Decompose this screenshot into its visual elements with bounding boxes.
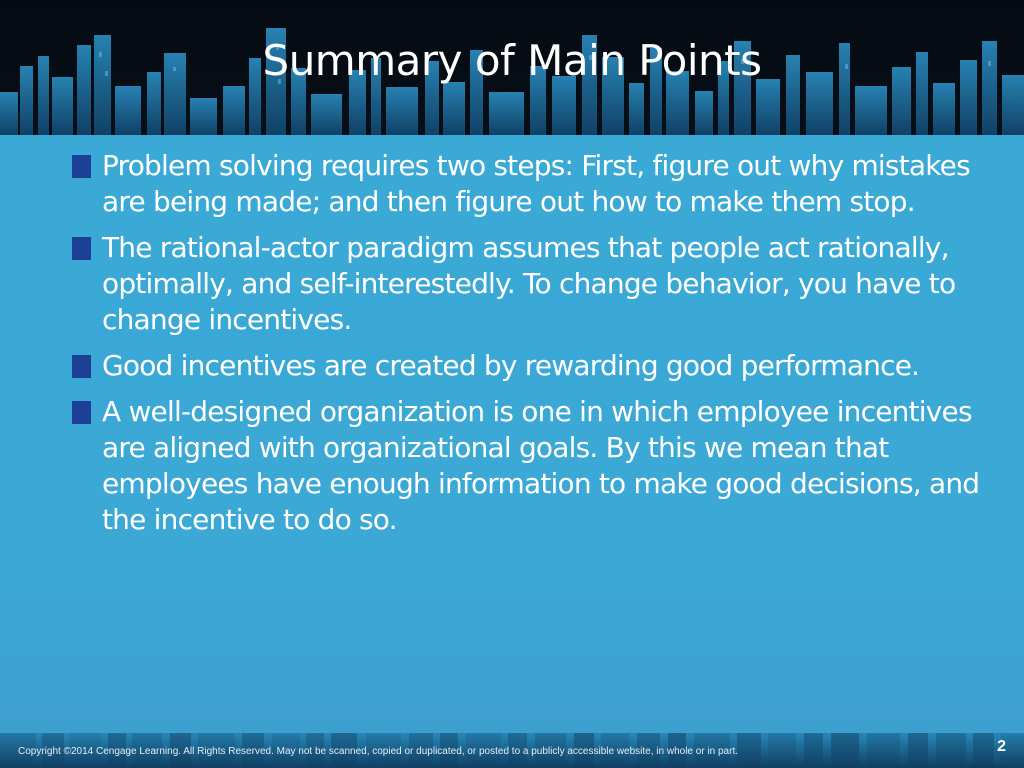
bullet-text: Good incentives are created by rewarding good performance. — [102, 349, 920, 382]
list-item — [72, 148, 992, 220]
list-item — [72, 348, 992, 384]
page-number: 2 — [997, 738, 1006, 755]
main-points-list — [72, 148, 992, 548]
bullet-text: Problem solving requires two steps: First, figure out why mistakes are being made; and then figure out how to make them stop. — [102, 149, 970, 218]
square-bullet-icon — [72, 237, 91, 260]
slide-title: Summary of Main Points — [262, 36, 762, 85]
list-item — [72, 394, 992, 538]
square-bullet-icon — [72, 355, 91, 378]
bullet-text: The rational-actor paradigm assumes that people act rationally, optimally, and self-interestedly. To change behavior, you have to change incentives. — [102, 231, 956, 336]
bullet-text: A well-designed organization is one in which employee incentives are aligned with organizational goals. By this we mean that employees have enough information to make good decisions, and the incentive to do so. — [102, 395, 980, 536]
square-bullet-icon — [72, 401, 91, 424]
list-item — [72, 230, 992, 338]
copyright-footer: Copyright ©2014 Cengage Learning. All Rights Reserved. May not be scanned, copied or duplicated, or posted to a publicly accessible website, in whole or in part. — [18, 746, 739, 757]
square-bullet-icon — [72, 155, 91, 178]
